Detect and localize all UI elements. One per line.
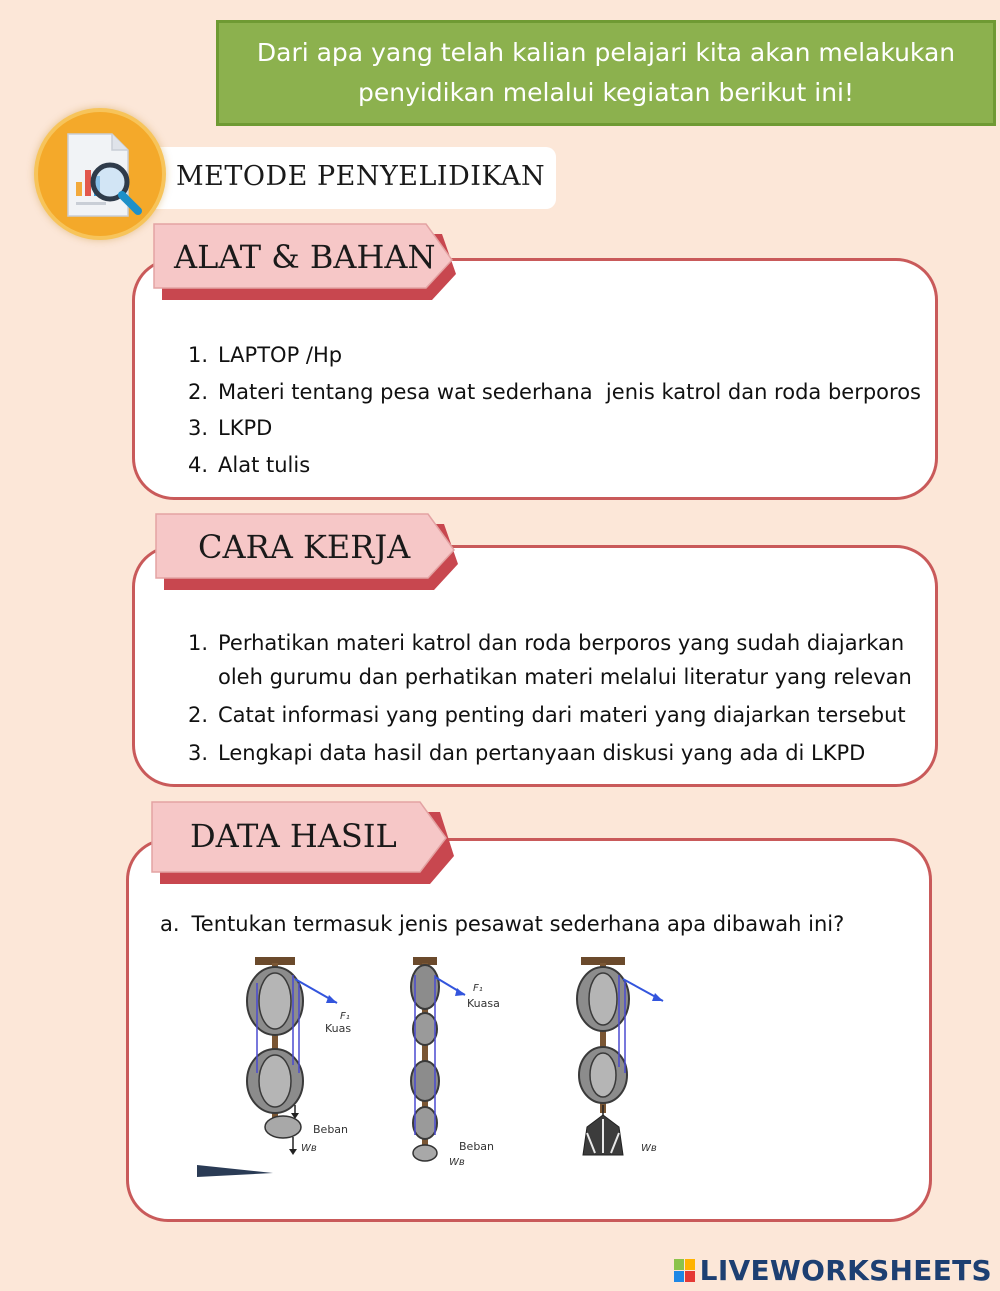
intro-line-2: penyidikan melalui kegiatan berikut ini!	[357, 78, 855, 107]
list-number: 2.	[188, 703, 209, 727]
alat-bahan-list	[188, 340, 933, 486]
force-text: Kuas	[325, 1022, 352, 1035]
list-item	[188, 450, 933, 487]
alat-bahan-tab	[152, 222, 458, 302]
list-text: Materi tentang pesa wat sederhana jenis katrol dan roda berporos	[218, 379, 921, 404]
list-item	[188, 413, 933, 450]
pulley-figure-3	[565, 955, 695, 1165]
cara-kerja-title: CARA KERJA	[198, 528, 411, 566]
list-item	[188, 626, 923, 694]
data-hasil-title: DATA HASIL	[190, 817, 397, 855]
question-a	[160, 912, 844, 936]
liveworksheets-brand[interactable]	[674, 1254, 992, 1287]
list-text: Catat informasi yang penting dari materi yang diajarkan tersebut	[218, 703, 906, 727]
data-hasil-tab	[150, 800, 456, 886]
cara-kerja-tab	[154, 512, 460, 592]
force-label: F₁	[473, 983, 483, 994]
list-number: 3.	[188, 416, 209, 440]
list-item	[188, 377, 933, 414]
list-text: LKPD	[218, 416, 273, 440]
intro-line-1: Dari apa yang telah kalian pelajari kita akan melakukan	[256, 38, 956, 67]
list-text: Alat tulis	[218, 452, 311, 477]
load-text: Beban	[459, 1140, 495, 1153]
list-text: LAPTOP /Hp	[218, 343, 343, 367]
method-icon-circle	[34, 108, 166, 240]
pulley-figure-2	[395, 955, 525, 1175]
list-number: 1.	[188, 343, 209, 367]
list-text: Perhatikan materi katrol dan roda berporos yang sudah diajarkan oleh gurumu dan perhatikan materi melalui literatur yang relevan	[218, 631, 912, 689]
weight-label: Wʙ	[301, 1143, 317, 1154]
pulley-figure-1	[195, 955, 375, 1180]
method-title: METODE PENYELIDIKAN	[176, 161, 546, 192]
intro-banner	[216, 20, 996, 126]
weight-label: Wʙ	[641, 1143, 657, 1154]
list-item	[188, 698, 923, 732]
liveworksheets-logo-icon	[674, 1259, 696, 1283]
force-text: Kuasa	[467, 997, 500, 1010]
report-magnifier-icon	[38, 112, 162, 236]
question-number: a.	[160, 912, 180, 936]
force-label: F₁	[340, 1011, 350, 1022]
load-text: Beban	[313, 1123, 349, 1136]
list-item	[188, 340, 933, 377]
list-number: 3.	[188, 741, 209, 765]
weight-label: Wʙ	[449, 1157, 465, 1168]
list-item	[188, 736, 923, 770]
cara-kerja-list	[188, 626, 923, 774]
list-number: 4.	[188, 452, 209, 477]
list-text: Lengkapi data hasil dan pertanyaan diskusi yang ada di LKPD	[218, 741, 866, 765]
alat-bahan-title: ALAT & BAHAN	[174, 238, 436, 276]
list-number: 1.	[188, 631, 209, 655]
question-text: Tentukan termasuk jenis pesawat sederhana apa dibawah ini?	[191, 912, 845, 936]
brand-name: LIVEWORKSHEETS	[699, 1254, 992, 1287]
list-number: 2.	[188, 379, 209, 404]
